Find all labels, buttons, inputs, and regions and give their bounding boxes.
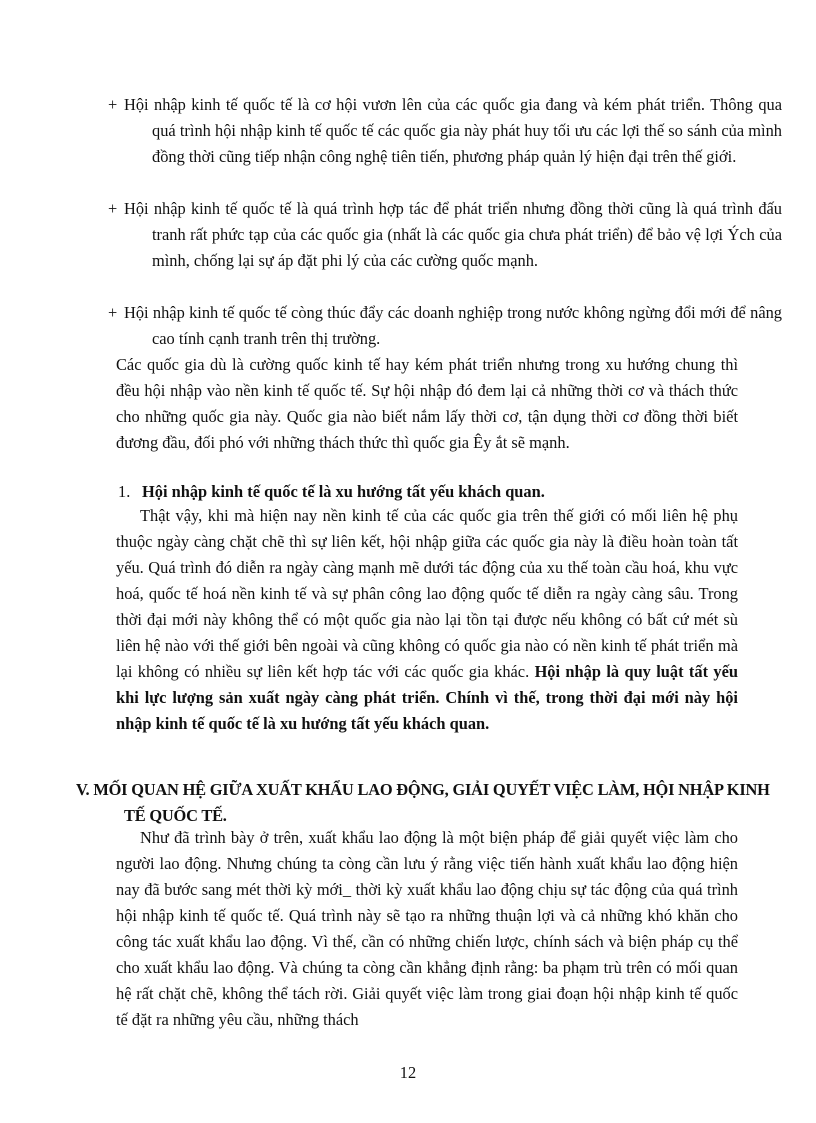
body-bold-text: Hội nhập là quy luật tất yếu khi lực lượng sản xuất ngày càng phát triển. Chính vì thế, trong thời đại mới này hội nhập kinh tế quốc tế là xu hướng tất yếu khách quan. (116, 662, 738, 733)
bullet-item-3 (108, 300, 782, 352)
page-number: 12 (399, 1063, 417, 1082)
body-plain-text: Thật vậy, khi mà hiện nay nền kinh tế của các quốc gia trên thế giới có mối liên hệ phụ thuộc ngày càng chặt chẽ thì sự liên kết, hội nhập giữa các quốc gia này là điều hoàn toàn tất yếu. Quá trình đó diễn ra ngày càng mạnh mẽ dưới tác động của xu thế toàn cầu hoá, khu vực hoá, quốc tế hoá nền kinh tế và sự phân công lao động quốc tế diễn ra ngày càng sâu. Trong thời đại mới này không thể có một quốc gia nào lại tồn tại được nếu không có bất cứ mét sù liên hệ nào với thế giới bên ngoài và cũng không có quốc gia nào có nền kinh tế phát triển mà lại không có nhiều sự liên kết hợp tác với các quốc gia khác. (116, 506, 738, 681)
section-v-body: Như đã trình bày ở trên, xuất khẩu lao động là một biện pháp để giải quyết việc làm cho người lao động. Nhưng chúng ta còng cần lưu ý rằng việc tiến hành xuất khẩu lao động hiện nay đã bước sang mét thời kỳ mới_ thời kỳ xuất khẩu lao động chịu sự tác động của quá trình hội nhập kinh tế quốc tế. Quá trình này sẽ tạo ra những thuận lợi và cả những khó khăn cho công tác xuất khẩu lao động. Vì thế, cần có những chiến lược, chính sách và biện pháp cụ thể cho xuất khẩu lao động. Và chúng ta còng cần khẳng định rằng: ba phạm trù trên có mối quan hệ rất chặt chẽ, không thể tách rời. Giải quyết việc làm trong giai đoạn hội nhập kinh tế quốc tế đặt ra những yêu cầu, những thách (116, 828, 738, 1029)
heading-number: 1. (118, 482, 131, 501)
bullet-item-1 (108, 92, 782, 170)
bullet-mark: + (108, 199, 118, 218)
summary-paragraph: Các quốc gia dù là cường quốc kinh tế hay kém phát triển nhưng trong xu hướng chung thì đều hội nhập vào nền kinh tế quốc tế. Sự hội nhập đó đem lại cả những thời cơ và thách thức cho những quốc gia này. Quốc gia nào biết nắm lấy thời cơ, tận dụng thời cơ đồng thời biết đương đầu, đối phó với những thách thức thì quốc gia Êy ắt sẽ mạnh. (116, 355, 738, 452)
bullet-item-2 (108, 196, 782, 274)
bullet-mark: + (108, 95, 118, 114)
bullet-text: Hội nhập kinh tế quốc tế là quá trình hợp tác để phát triển nhưng đồng thời cũng là quá trình đấu tranh rất phức tạp của các quốc gia (nhất là các quốc gia chưa phát triển) để bảo vệ lợi Ých của mình, chống lại sự áp đặt phi lý của các cường quốc mạnh. (124, 199, 782, 270)
heading-text: Hội nhập kinh tế quốc tế là xu hướng tất yếu khách quan. (142, 482, 545, 501)
numbered-heading (118, 479, 738, 505)
bullet-text: Hội nhập kinh tế quốc tế còng thúc đẩy các doanh nghiệp trong nước không ngừng đổi mới để nâng cao tính cạnh tranh trên thị trường. (124, 303, 782, 348)
bullet-text: Hội nhập kinh tế quốc tế là cơ hội vươn lên của các quốc gia đang và kém phát triển. Thông qua quá trình hội nhập kinh tế quốc tế các quốc gia này phát huy tối ưu các lợi thế so sánh của mình đồng thời cũng tiếp nhận công nghệ tiên tiến, phương pháp quản lý hiện đại trên thế giới. (124, 95, 782, 166)
section-v-heading: V. MỐI QUAN HỆ GIỮA XUẤT KHẨU LAO ĐỘNG, GIẢI QUYẾT VIỆC LÀM, HỘI NHẬP KINH TẾ QUỐC TẾ. (76, 780, 770, 825)
numbered-section-body (116, 503, 738, 737)
bullet-mark: + (108, 303, 118, 322)
